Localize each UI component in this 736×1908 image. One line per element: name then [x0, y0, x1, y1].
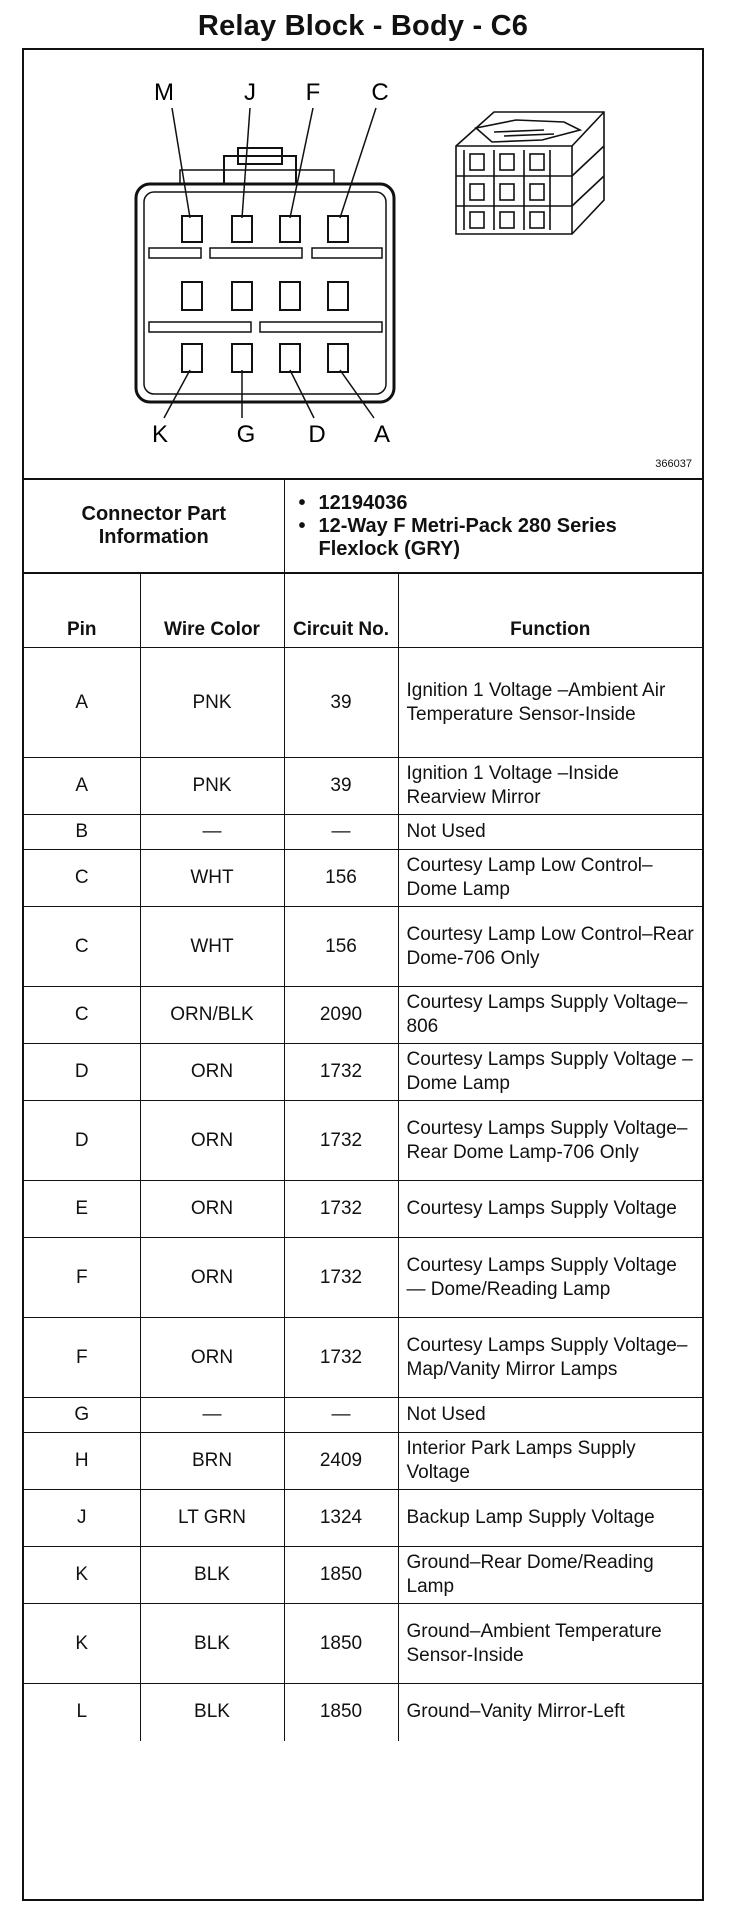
cell-circuit: 39 [284, 758, 398, 815]
cell-circuit: 1850 [284, 1604, 398, 1684]
cell-pin: A [24, 648, 140, 758]
cell-circuit: 1850 [284, 1684, 398, 1741]
cell-function: Courtesy Lamps Supply Voltage — Dome/Reading Lamp [398, 1238, 702, 1318]
header-circuit: Circuit No. [284, 574, 398, 648]
cell-function: Courtesy Lamps Supply Voltage –Dome Lamp [398, 1044, 702, 1101]
cell-function: Ignition 1 Voltage –Inside Rearview Mirror [398, 758, 702, 815]
cell-pin: K [24, 1604, 140, 1684]
cell-circuit: — [284, 1398, 398, 1433]
cell-function: Ground–Rear Dome/Reading Lamp [398, 1547, 702, 1604]
connector-diagram [24, 50, 702, 480]
table-row [24, 1490, 702, 1547]
cell-wire-color: PNK [140, 648, 284, 758]
pin-cavity [182, 344, 202, 372]
cell-circuit: 1732 [284, 1238, 398, 1318]
table-row [24, 758, 702, 815]
table-row [24, 1181, 702, 1238]
pin-label-bottom: A [373, 421, 391, 448]
cell-pin: D [24, 1044, 140, 1101]
table-row [24, 987, 702, 1044]
cell-circuit: 1732 [284, 1101, 398, 1181]
cell-wire-color: BLK [140, 1684, 284, 1741]
cell-circuit: 1324 [284, 1490, 398, 1547]
table-row [24, 815, 702, 850]
pin-label-bottom: G [236, 421, 256, 448]
header-wire-color: Wire Color [140, 574, 284, 648]
table-row [24, 1044, 702, 1101]
cell-pin: C [24, 907, 140, 987]
cell-wire-color: ORN/BLK [140, 987, 284, 1044]
cell-wire-color: BRN [140, 1433, 284, 1490]
pinout-table [24, 573, 702, 1741]
cell-pin: F [24, 1238, 140, 1318]
cell-pin: D [24, 1101, 140, 1181]
table-row [24, 1433, 702, 1490]
pin-cavity [182, 282, 202, 310]
connector-face-drawing [24, 50, 702, 478]
pin-cavity [328, 282, 348, 310]
pin-label-top: C [371, 79, 389, 106]
connector-info-table [24, 480, 702, 573]
cell-function: Courtesy Lamps Supply Voltage–Map/Vanity Mirror Lamps [398, 1318, 702, 1398]
cell-wire-color: LT GRN [140, 1490, 284, 1547]
cell-pin: C [24, 987, 140, 1044]
page-title: Relay Block - Body - C6 [197, 10, 529, 42]
cell-function: Courtesy Lamp Low Control–Dome Lamp [398, 850, 702, 907]
cell-pin: J [24, 1490, 140, 1547]
connector-part-number: • 12194036 [295, 492, 702, 515]
cell-function: Ground–Vanity Mirror-Left [398, 1684, 702, 1741]
pin-label-bottom: K [151, 421, 169, 448]
connector-iso-sketch [456, 112, 604, 234]
pin-label-top: M [154, 79, 174, 106]
cell-circuit: 1732 [284, 1318, 398, 1398]
cell-function: Not Used [398, 815, 702, 850]
cell-pin: F [24, 1318, 140, 1398]
pin-cavity [280, 282, 300, 310]
cell-pin: K [24, 1547, 140, 1604]
cell-function: Ignition 1 Voltage –Ambient Air Temperature Sensor-Inside [398, 648, 702, 758]
table-row [24, 1238, 702, 1318]
cell-function: Interior Park Lamps Supply Voltage [398, 1433, 702, 1490]
cell-function: Ground–Ambient Temperature Sensor-Inside [398, 1604, 702, 1684]
cell-wire-color: — [140, 1398, 284, 1433]
table-row [24, 1604, 702, 1684]
cell-circuit: 2090 [284, 987, 398, 1044]
cell-pin: H [24, 1433, 140, 1490]
pin-cavity [328, 344, 348, 372]
connector-housing [136, 184, 394, 402]
cell-pin: E [24, 1181, 140, 1238]
document-frame [22, 48, 704, 1901]
pin-cavity [328, 216, 348, 242]
cell-wire-color: ORN [140, 1181, 284, 1238]
cell-function: Courtesy Lamps Supply Voltage–806 [398, 987, 702, 1044]
header-function: Function [398, 574, 702, 648]
table-row [24, 1101, 702, 1181]
cell-circuit: 1732 [284, 1044, 398, 1101]
cell-circuit: 1850 [284, 1547, 398, 1604]
cell-wire-color: PNK [140, 758, 284, 815]
cell-wire-color: WHT [140, 907, 284, 987]
cell-function: Backup Lamp Supply Voltage [398, 1490, 702, 1547]
figure-id: 366037 [655, 458, 692, 470]
connector-info-label: Connector Part Information [24, 480, 284, 573]
table-row [24, 907, 702, 987]
cell-wire-color: BLK [140, 1604, 284, 1684]
pin-label-top: J [244, 79, 256, 106]
pin-label-top: F [305, 79, 321, 106]
cell-function: Courtesy Lamps Supply Voltage–Rear Dome Lamp-706 Only [398, 1101, 702, 1181]
table-row [24, 1398, 702, 1433]
cell-function: Courtesy Lamps Supply Voltage [398, 1181, 702, 1238]
cell-circuit: 156 [284, 907, 398, 987]
table-row [24, 648, 702, 758]
table-row [24, 1684, 702, 1741]
cell-wire-color: ORN [140, 1238, 284, 1318]
cell-wire-color: — [140, 815, 284, 850]
cell-circuit: — [284, 815, 398, 850]
table-header-row [24, 574, 702, 648]
cell-wire-color: WHT [140, 850, 284, 907]
cell-circuit: 1732 [284, 1181, 398, 1238]
table-row [24, 850, 702, 907]
pin-cavity [280, 216, 300, 242]
cell-wire-color: ORN [140, 1101, 284, 1181]
cell-wire-color: ORN [140, 1044, 284, 1101]
cell-wire-color: ORN [140, 1318, 284, 1398]
cell-pin: B [24, 815, 140, 850]
cell-function: Courtesy Lamp Low Control–Rear Dome-706 Only [398, 907, 702, 987]
cell-pin: A [24, 758, 140, 815]
cell-pin: L [24, 1684, 140, 1741]
table-row [24, 1547, 702, 1604]
cell-pin: G [24, 1398, 140, 1433]
header-pin: Pin [24, 574, 140, 648]
cell-pin: C [24, 850, 140, 907]
pin-cavity [232, 344, 252, 372]
cell-circuit: 39 [284, 648, 398, 758]
cell-wire-color: BLK [140, 1547, 284, 1604]
pin-cavity [232, 282, 252, 310]
connector-description: • 12-Way F Metri-Pack 280 Series Flexlock (GRY) [295, 515, 702, 561]
table-row [24, 1318, 702, 1398]
pin-label-bottom: D [308, 421, 326, 448]
pin-cavity [280, 344, 300, 372]
connector-info-list [284, 480, 702, 573]
pin-cavity [182, 216, 202, 242]
cell-circuit: 2409 [284, 1433, 398, 1490]
cell-function: Not Used [398, 1398, 702, 1433]
cell-circuit: 156 [284, 850, 398, 907]
pin-cavity [232, 216, 252, 242]
